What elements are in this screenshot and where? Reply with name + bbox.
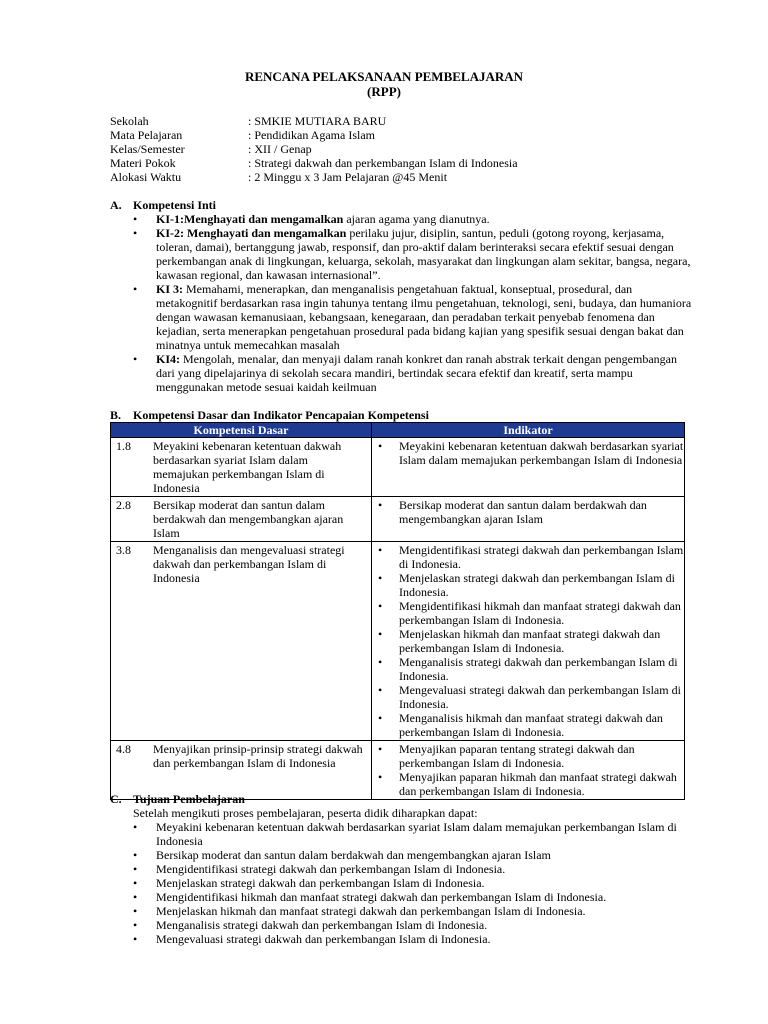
ki-text: Memahami, menerapkan, dan menganalisis pengetahuan faktual, konseptual, prosedural, dan metakognitif berdasarkan rasa ingin tahunya tentang ilmu pengetahuan, teknologi, seni, budaya, dan humaniora dengan wawasan kemanusiaan, kebangsaan, kenegaraan, dan peradaban terkait penyebab fenomena dan kejadian, serta menerapkan pengetahuan prosedural pada bidang kajian yang spesifik sesuai dengan bakat dan minatnya untuk memecahkan masalah: [156, 282, 692, 352]
bullet-icon: •: [133, 932, 138, 946]
indicator-item: [378, 571, 684, 599]
tujuan-text: Bersikap moderat dan santun dalam berdakwah dan mengembangkan ajaran Islam: [156, 848, 551, 862]
tujuan-text: Menjelaskan strategi dakwah dan perkembangan Islam di Indonesia.: [156, 876, 485, 890]
bullet-icon: •: [133, 862, 138, 876]
indicator-text: Mengevaluasi strategi dakwah dan perkembangan Islam di Indonesia.: [399, 683, 681, 711]
bullet-icon: •: [133, 226, 138, 240]
section-letter: C.: [110, 792, 122, 806]
indicator-text: Mengidentifikasi strategi dakwah dan perkembangan Islam di Indonesia.: [399, 543, 684, 571]
bullet-icon: •: [133, 890, 138, 904]
bullet-icon: •: [378, 627, 383, 641]
bullet-icon: •: [133, 904, 138, 918]
info-value: : 2 Minggu x 3 Jam Pelajaran @45 Menit: [248, 170, 448, 184]
bullet-icon: •: [133, 876, 138, 890]
info-label: Kelas/Semester: [110, 142, 185, 156]
info-label: Materi Pokok: [110, 156, 176, 170]
table-row: [111, 438, 685, 497]
indicator-text: Menyajikan paparan hikmah dan manfaat strategi dakwah dan perkembangan Islam di Indonesia.: [399, 770, 677, 798]
list-item: [133, 820, 696, 848]
indicator-item: [378, 742, 684, 770]
indicator-item: [378, 543, 684, 571]
bullet-icon: •: [378, 711, 383, 725]
indicator-item: [378, 627, 684, 655]
list-item: [133, 876, 696, 890]
indicator-item: [378, 683, 684, 711]
info-block: [110, 114, 518, 184]
bullet-icon: •: [378, 655, 383, 669]
kd-cell: [111, 497, 372, 542]
info-label: Mata Pelajaran: [110, 128, 183, 142]
indicator-text: Mengidentifikasi hikmah dan manfaat strategi dakwah dan perkembangan Islam di Indonesia.: [399, 599, 681, 627]
ki-label: KI-1:Menghayati dan mengamalkan: [156, 212, 344, 226]
kd-number: 3.8: [116, 543, 131, 557]
info-value: : SMKIE MUTIARA BARU: [248, 114, 387, 128]
info-label: Alokasi Waktu: [110, 170, 182, 184]
tujuan-text: Mengevaluasi strategi dakwah dan perkembangan Islam di Indonesia.: [156, 932, 491, 946]
title-line-2: (RPP): [367, 84, 401, 99]
kd-number: 4.8: [116, 742, 131, 756]
bullet-icon: •: [378, 498, 383, 512]
tujuan-text: Menganalisis strategi dakwah dan perkembangan Islam di Indonesia.: [156, 918, 488, 932]
kd-description: Bersikap moderat dan santun dalam berdakwah dan mengembangkan ajaran Islam: [153, 498, 344, 540]
indicator-item: [378, 770, 684, 798]
bullet-icon: •: [133, 820, 138, 834]
indicator-text: Bersikap moderat dan santun dalam berdakwah dan mengembangkan ajaran Islam: [399, 498, 647, 526]
list-item: [133, 282, 694, 352]
table-row: [111, 741, 685, 800]
bullet-icon: •: [378, 742, 383, 756]
list-item: [133, 862, 696, 876]
tujuan-text: Mengidentifikasi strategi dakwah dan perkembangan Islam di Indonesia.: [156, 862, 506, 876]
document-title: [0, 69, 768, 99]
list-item: [133, 904, 696, 918]
indicator-text: Menjelaskan strategi dakwah dan perkembangan Islam di Indonesia.: [399, 571, 675, 599]
indicator-text: Menyajikan paparan tentang strategi dakwah dan perkembangan Islam di Indonesia.: [399, 742, 635, 770]
bullet-icon: •: [133, 212, 138, 226]
indicator-item: [378, 439, 684, 467]
kd-number: 1.8: [116, 439, 131, 453]
section-letter: A.: [110, 198, 122, 212]
table-row: [111, 497, 685, 542]
list-item: [133, 932, 696, 946]
bullet-icon: •: [133, 848, 138, 862]
info-row: [110, 114, 518, 128]
column-header-indikator: Indikator: [372, 423, 685, 438]
kd-cell: [111, 542, 372, 741]
bullet-icon: •: [378, 439, 383, 453]
bullet-icon: •: [378, 770, 383, 784]
bullet-icon: •: [378, 683, 383, 697]
indicator-text: Menganalisis hikmah dan manfaat strategi dakwah dan perkembangan Islam di Indonesia.: [399, 711, 663, 739]
tujuan-text: Meyakini kebenaran ketentuan dakwah berdasarkan syariat Islam dalam memajukan perkembangan Islam di Indonesia: [156, 820, 677, 848]
list-item: [133, 848, 696, 862]
tujuan-intro: Setelah mengikuti proses pembelajaran, peserta didik diharapkan dapat:: [133, 806, 478, 820]
indicator-cell: [372, 741, 685, 800]
kd-description: Menganalisis dan mengevaluasi strategi dakwah dan perkembangan Islam di Indonesia: [153, 543, 345, 585]
kompetensi-table: [110, 422, 685, 800]
info-value: : XII / Genap: [248, 142, 312, 156]
bullet-icon: •: [133, 282, 138, 296]
section-title: Kompetensi Dasar dan Indikator Pencapaian Kompetensi: [133, 408, 429, 422]
bullet-icon: •: [378, 599, 383, 613]
indicator-item: [378, 498, 684, 526]
tujuan-text: Mengidentifikasi hikmah dan manfaat strategi dakwah dan perkembangan Islam di Indonesia.: [156, 890, 607, 904]
title-line-1: RENCANA PELAKSANAAN PEMBELAJARAN: [244, 69, 524, 84]
indicator-cell: [372, 497, 685, 542]
indicator-item: [378, 711, 684, 739]
indicator-cell: [372, 438, 685, 497]
ki-label: KI4:: [156, 352, 180, 366]
indicator-text: Menjelaskan hikmah dan manfaat strategi dakwah dan perkembangan Islam di Indonesia.: [399, 627, 661, 655]
kd-description: Menyajikan prinsip-prinsip strategi dakwah dan perkembangan Islam di Indonesia: [153, 742, 363, 770]
kd-description: Meyakini kebenaran ketentuan dakwah berdasarkan syariat Islam dalam memajukan perkembangan Islam di Indonesia: [153, 439, 342, 495]
column-header-kompetensi: Kompetensi Dasar: [111, 423, 372, 438]
list-item: [133, 890, 696, 904]
section-a-heading: [110, 198, 216, 212]
info-label: Sekolah: [110, 114, 149, 128]
ki-text: perilaku jujur, disiplin, santun, peduli (gotong royong, kerjasama, toleran, damai), bertanggung jawab, responsif, dan pro-aktif dalam berinteraksi secara efektif sesuai dengan perkembangan anak di lingkungan, keluarga, sekolah, masyarakat dan lingkungan alam sekitar, bangsa, negara, kawasan regional, dan kawasan internasional”.: [156, 226, 691, 282]
ki-label: KI-2: Menghayati dan mengamalkan: [156, 226, 347, 240]
kd-cell: [111, 741, 372, 800]
info-row: [110, 156, 518, 170]
tujuan-text: Menjelaskan hikmah dan manfaat strategi dakwah dan perkembangan Islam di Indonesia.: [156, 904, 586, 918]
ki-text: Mengolah, menalar, dan menyaji dalam ranah konkret dan ranah abstrak terkait dengan pengembangan dari yang dipelajarinya di sekolah secara mandiri, bertindak secara efektif dan kreatif, serta mampu menggunakan metode sesuai kaidah keilmuan: [156, 352, 677, 394]
list-item: [133, 226, 694, 282]
info-row: [110, 170, 518, 184]
section-letter: B.: [110, 408, 122, 422]
bullet-icon: •: [378, 543, 383, 557]
kompetensi-inti-list: [133, 212, 694, 394]
indicator-text: Menganalisis strategi dakwah dan perkembangan Islam di Indonesia.: [399, 655, 678, 683]
info-row: [110, 142, 518, 156]
ki-text: ajaran agama yang dianutnya.: [343, 212, 490, 226]
section-b-heading: [110, 408, 429, 422]
bullet-icon: •: [378, 571, 383, 585]
info-value: : Strategi dakwah dan perkembangan Islam di Indonesia: [248, 156, 518, 170]
indicator-cell: [372, 542, 685, 741]
section-title: Tujuan Pembelajaran: [133, 792, 245, 806]
tujuan-list: [133, 820, 696, 946]
bullet-icon: •: [133, 918, 138, 932]
table-row: [111, 542, 685, 741]
kd-cell: [111, 438, 372, 497]
list-item: [133, 352, 694, 394]
indicator-item: [378, 599, 684, 627]
table-header-row: [111, 423, 685, 438]
ki-label: KI 3:: [156, 282, 183, 296]
info-row: [110, 128, 518, 142]
section-c-heading: [110, 792, 245, 806]
indicator-text: Meyakini kebenaran ketentuan dakwah berdasarkan syariat Islam dalam memajukan perkembangan Islam di Indonesia: [399, 439, 684, 467]
indicator-item: [378, 655, 684, 683]
kd-number: 2.8: [116, 498, 131, 512]
bullet-icon: •: [133, 352, 138, 366]
info-value: : Pendidikan Agama Islam: [248, 128, 375, 142]
section-title: Kompetensi Inti: [133, 198, 217, 212]
list-item: [133, 918, 696, 932]
list-item: [133, 212, 694, 226]
